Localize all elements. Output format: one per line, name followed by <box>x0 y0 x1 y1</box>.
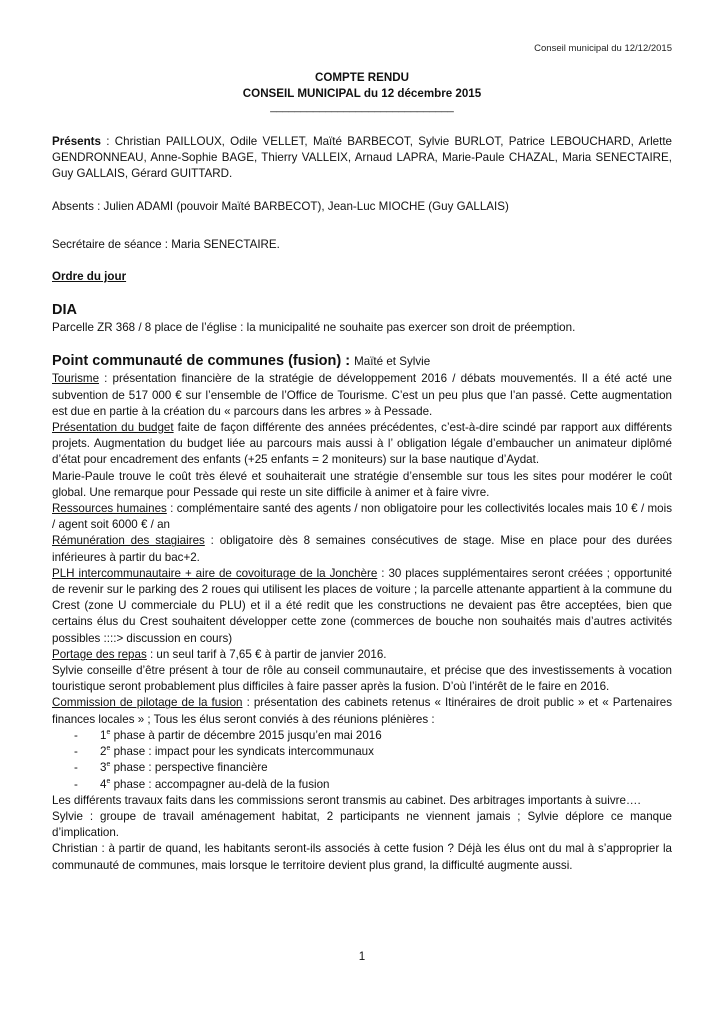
repas-label: Portage des repas <box>52 647 147 661</box>
title-rule: ______________________________ <box>270 101 454 113</box>
present-text: : Christian PAILLOUX, Odile VELLET, Maïté BARBECOT, Sylvie BURLOT, Patrice LEBOUCHARD, Arlette GENDRONNEAU, Anne-Sophie BAGE, Thierry VALLEIX, Arnaud LAPRA, Marie-Paule CHAZAL, Maria SENECTAIRE, Guy GALLAIS, Gérard GUITTARD. <box>52 135 672 181</box>
tourisme-text: : présentation financière de la stratégie de développement 2016 / débats mouvementés. Il a été acté une subvention de 517 000 € sur l’ensemble de l’Office de Tourisme. C’est un peu plus que l’an passé. Cette augmentation est due en partie à la création du « parcours dans les arbres » à Pessade. <box>52 372 672 418</box>
sylvie-paragraph: Sylvie conseille d’être présent à tour de rôle au conseil communautaire, et précise que des investissements à vocation touristique seront probablement plus difficiles à faire passer après la fusion. D’où l’intérêt de le faire en 2016. <box>52 664 672 694</box>
communaute-heading <box>52 352 672 371</box>
budget-paragraph <box>52 420 672 469</box>
communaute-heading-main: Point communauté de communes (fusion) : <box>52 353 355 370</box>
header-date: Conseil municipal du 12/12/2015 <box>534 43 672 54</box>
agenda-label: Ordre du jour <box>52 270 127 284</box>
title-line-1: COMPTE RENDU <box>314 71 410 84</box>
rh-label: Ressources humaines <box>52 502 167 516</box>
repas-paragraph <box>52 647 672 663</box>
list-item: - 1e phase à partir de décembre 2015 jusqu’en mai 2016 <box>52 728 672 744</box>
budget-paragraph-2: Marie-Paule trouve le coût très élevé et souhaiterait une stratégie d’ensemble sur tous les sites pour modérer le coût global. Une remarque pour Pessade qui reste un site difficile à animer et à faire vivre. <box>52 469 672 499</box>
commission-text: : présentation des cabinets retenus « Itinéraires de droit public » et « Partenaires finances locales » ; Tous les élus seront conviés à des réunions plénières : <box>52 696 673 726</box>
secretary-paragraph: Secrétaire de séance : Maria SENECTAIRE. <box>52 237 280 251</box>
document-body <box>52 70 672 874</box>
tourisme-paragraph <box>52 371 672 420</box>
phases-list <box>52 728 672 793</box>
budget-text: faite de façon différente des années précédentes, c’est-à-dire scindé par rapport aux différents projets. Augmentation du budget liée au parcours mais aussi à l’ obligation légale d’embaucher un animateur diplômé d’état pour encadrement des enfants (+25 enfants = 2 moniteurs) sur la base nautique d’Aydat. <box>52 421 673 467</box>
travaux-paragraph: Les différents travaux faits dans les commissions seront transmis au cabinet. Des arbitrages importants à suivre…. <box>52 793 641 807</box>
title-line-2: CONSEIL MUNICIPAL du 12 décembre 2015 <box>242 87 482 100</box>
rh-paragraph <box>52 501 672 533</box>
stagiaires-label: Rémunération des stagiaires <box>52 534 205 548</box>
list-item: - 3e phase : perspective financière <box>52 760 672 776</box>
list-item: - 2e phase : impact pour les syndicats intercommunaux <box>52 744 672 760</box>
repas-text: : un seul tarif à 7,65 € à partir de janvier 2016. <box>146 647 387 661</box>
communaute-heading-speakers: Maïté et Sylvie <box>354 355 431 369</box>
list-item: - 4e phase : accompagner au-delà de la fusion <box>52 777 672 793</box>
stagiaires-text: : obligatoire dès 8 semaines consécutives de stage. Mise en place pour des durées inférieures à partir du bac+2. <box>52 534 673 564</box>
budget-label: Présentation du budget <box>52 421 174 435</box>
present-label: Présents <box>52 135 101 148</box>
christian-paragraph: Christian : à partir de quand, les habitants seront-ils associés à cette fusion ? Déjà les élus ont du mal à s’approprier la communauté de communes, mais lorsque le territoire devient plus grand, la difficulté augmente aussi. <box>52 842 672 872</box>
commission-label: Commission de pilotage de la fusion <box>52 696 243 710</box>
tourisme-label: Tourisme <box>52 372 100 386</box>
present-paragraph <box>52 134 672 183</box>
dia-heading: DIA <box>52 302 77 319</box>
plh-paragraph <box>52 566 672 647</box>
rh-text: : complémentaire santé des agents / non obligatoire pour les collectivités locales mais 10 € / mois / agent soit 6000 € / an <box>52 502 672 532</box>
plh-label: PLH intercommunautaire + aire de covoiturage de la Jonchère <box>52 566 378 580</box>
stagiaires-paragraph <box>52 533 672 565</box>
sylvie-2-paragraph: Sylvie : groupe de travail aménagement habitat, 2 participants ne viennent jamais ; Sylvie déplore ce manque d’implication. <box>52 809 672 840</box>
plh-text: : 30 places supplémentaires seront créées ; opportunité de revenir sur le parking des 2 roues qui utilisent les places de voiture ; la parcelle attenante appartient à la commune du Crest (zone U commerciale du PLU) et il a été redit que les constructions ne devaient pas être acceptées, bien que certains élus du Crest souhaitent développer cette zone (commerces de bouche non souhaités mais d’autres activités possibles ::::> discussion en cours) <box>52 566 672 645</box>
title-block <box>52 70 672 102</box>
page-number: 1 <box>358 950 366 963</box>
commission-paragraph <box>52 695 672 727</box>
absent-paragraph: Absents : Julien ADAMI (pouvoir Maïté BARBECOT), Jean-Luc MIOCHE (Guy GALLAIS) <box>52 199 509 213</box>
dia-text: Parcelle ZR 368 / 8 place de l’église : la municipalité ne souhaite pas exercer son droit de préemption. <box>52 321 576 335</box>
